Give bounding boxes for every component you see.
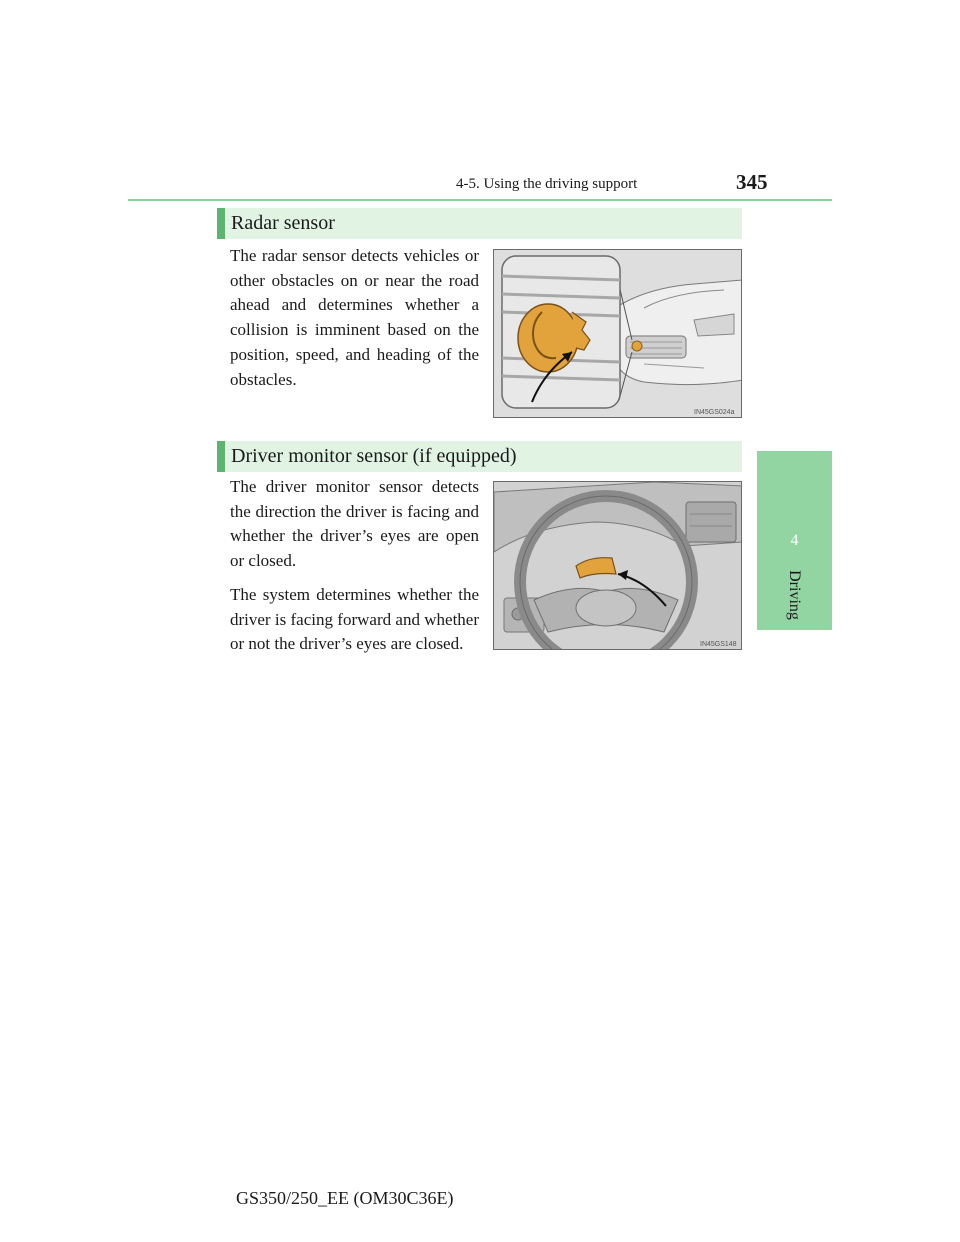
chapter-number: 4 [790,531,799,549]
radar-sensor-text [230,244,479,392]
paragraph: The system determines whether the driver is facing forward and whether or not the driver’s eyes are closed. [230,584,479,654]
footer-model-code: GS350/250_EE (OM30C36E) [236,1188,454,1208]
paragraph: The radar sensor detects vehicles or other obstacles on or near the road ahead and determines whether a collision is imminent based on the position, speed, and heading of the obstacles. [230,246,479,389]
radar-sensor-illustration [493,249,742,418]
illustration-code: IN45GS148 [700,641,737,648]
chapter-label [779,567,809,623]
driver-monitor-text [230,475,479,657]
illustration-code: IN45GS024a [694,409,735,416]
radar-sensor-drawing [494,250,742,418]
driver-monitor-drawing [494,482,742,650]
header-rule [128,199,832,201]
section-heading-radar-sensor: Radar sensor [217,208,742,239]
page-number: 345 [736,170,768,194]
section-heading-driver-monitor: Driver monitor sensor (if equipped) [217,441,742,472]
driver-monitor-illustration [493,481,742,650]
chapter-label-text: Driving [786,570,803,620]
paragraph: The driver monitor sensor detects the direction the driver is facing and whether the driver’s eyes are open or closed. [230,477,479,571]
running-header-section: 4-5. Using the driving support [456,176,638,192]
